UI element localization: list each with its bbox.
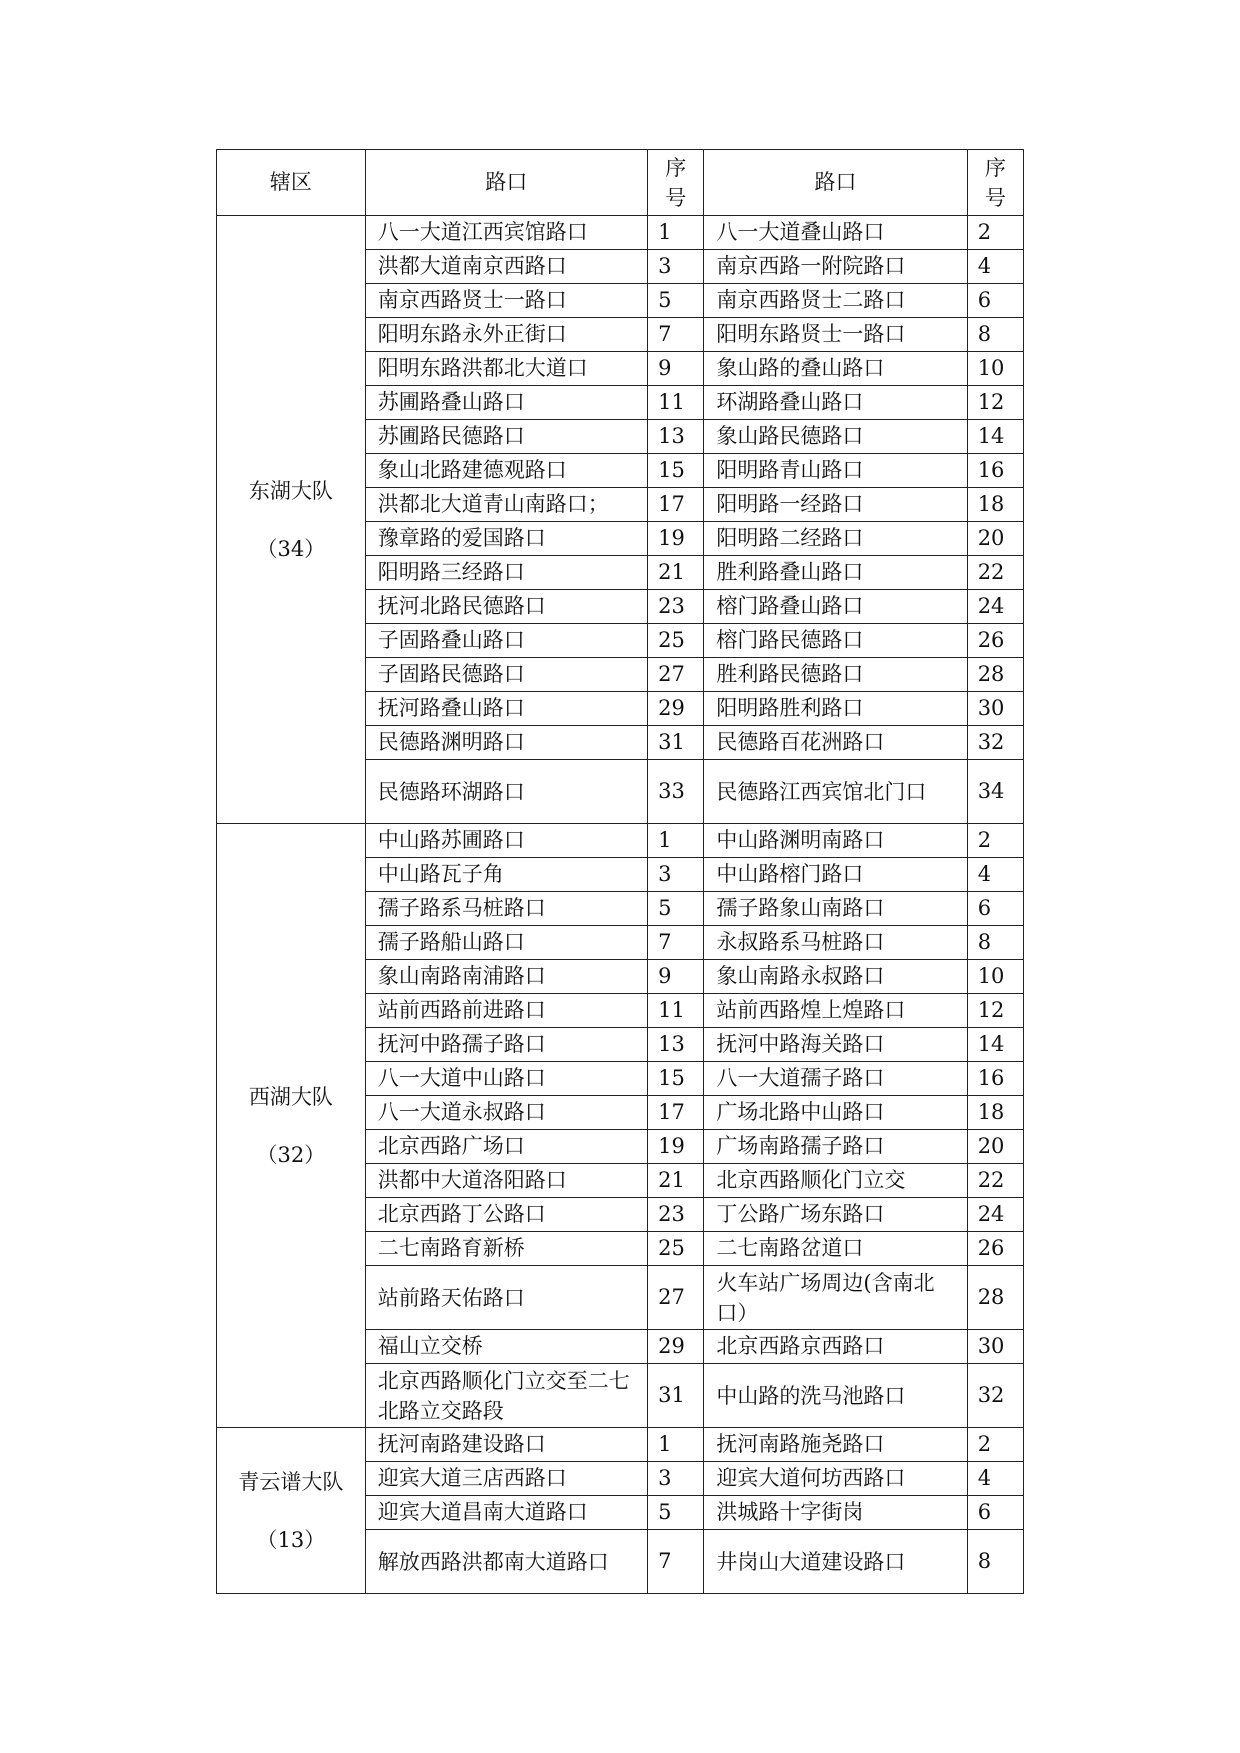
sequence-number-right: 20	[967, 522, 1023, 556]
sequence-number-left: 31	[648, 726, 704, 760]
sequence-number-left: 17	[648, 488, 704, 522]
intersection-name-left: 洪都大道南京西路口	[365, 250, 647, 284]
sequence-number-left: 3	[648, 250, 704, 284]
intersection-name-left: 站前西路前进路口	[365, 994, 647, 1028]
sequence-number-left: 7	[648, 318, 704, 352]
intersection-name-right: 象山路的叠山路口	[704, 352, 967, 386]
intersection-name-left: 孺子路船山路口	[365, 926, 647, 960]
district-count: （13）	[256, 1527, 326, 1552]
intersection-name-left: 南京西路贤士一路口	[365, 284, 647, 318]
sequence-number-right: 24	[967, 590, 1023, 624]
intersection-name-right: 象山路民德路口	[704, 420, 967, 454]
intersection-name-right: 洪城路十字街岗	[704, 1496, 967, 1530]
header-row	[217, 150, 1024, 216]
intersection-name-right: 胜利路民德路口	[704, 658, 967, 692]
intersection-name-left: 北京西路丁公路口	[365, 1198, 647, 1232]
sequence-number-left: 25	[648, 624, 704, 658]
header-seq-right: 序号	[967, 150, 1023, 216]
intersection-name-left: 苏圃路民德路口	[365, 420, 647, 454]
sequence-number-right: 6	[967, 284, 1023, 318]
intersection-name-right: 二七南路岔道口	[704, 1232, 967, 1266]
intersection-name-right: 抚河南路施尧路口	[704, 1428, 967, 1462]
sequence-number-left: 7	[648, 926, 704, 960]
sequence-number-left: 11	[648, 994, 704, 1028]
intersection-name-right: 丁公路广场东路口	[704, 1198, 967, 1232]
intersection-name-right: 广场北路中山路口	[704, 1096, 967, 1130]
sequence-number-left: 33	[648, 760, 704, 824]
intersection-name-left: 洪都中大道洛阳路口	[365, 1164, 647, 1198]
district-name: 东湖大队	[248, 478, 333, 503]
header-district: 辖区	[217, 150, 366, 216]
sequence-number-right: 16	[967, 1062, 1023, 1096]
sequence-number-left: 9	[648, 352, 704, 386]
intersection-name-left: 迎宾大道三店西路口	[365, 1462, 647, 1496]
intersection-name-right: 北京西路顺化门立交	[704, 1164, 967, 1198]
intersection-name-left: 子固路叠山路口	[365, 624, 647, 658]
intersection-name-right: 榕门路叠山路口	[704, 590, 967, 624]
sequence-number-right: 22	[967, 556, 1023, 590]
intersection-name-right: 站前西路煌上煌路口	[704, 994, 967, 1028]
intersection-name-left: 八一大道江西宾馆路口	[365, 216, 647, 250]
table-body	[217, 216, 1024, 1594]
intersection-name-left: 八一大道永叔路口	[365, 1096, 647, 1130]
sequence-number-left: 1	[648, 824, 704, 858]
intersection-name-left: 豫章路的爱国路口	[365, 522, 647, 556]
sequence-number-right: 30	[967, 692, 1023, 726]
sequence-number-left: 5	[648, 1496, 704, 1530]
sequence-number-left: 25	[648, 1232, 704, 1266]
intersection-name-right: 北京西路京西路口	[704, 1330, 967, 1364]
sequence-number-right: 28	[967, 658, 1023, 692]
intersection-name-right: 广场南路孺子路口	[704, 1130, 967, 1164]
sequence-number-right: 10	[967, 960, 1023, 994]
intersection-name-right: 火车站广场周边(含南北口）	[704, 1266, 967, 1330]
district-count: （32）	[256, 1142, 326, 1167]
intersection-name-left: 阳明路三经路口	[365, 556, 647, 590]
intersection-name-left: 迎宾大道昌南大道路口	[365, 1496, 647, 1530]
intersection-name-right: 阳明路一经路口	[704, 488, 967, 522]
district-count: （34）	[256, 536, 326, 561]
sequence-number-right: 14	[967, 420, 1023, 454]
intersection-name-left: 洪都北大道青山南路口；	[365, 488, 647, 522]
sequence-number-left: 21	[648, 1164, 704, 1198]
intersection-name-left: 苏圃路叠山路口	[365, 386, 647, 420]
sequence-number-right: 8	[967, 318, 1023, 352]
sequence-number-right: 12	[967, 994, 1023, 1028]
sequence-number-right: 6	[967, 892, 1023, 926]
intersection-name-left: 北京西路顺化门立交至二七北路立交路段	[365, 1364, 647, 1428]
sequence-number-left: 13	[648, 420, 704, 454]
header-road-left: 路口	[365, 150, 647, 216]
sequence-number-right: 14	[967, 1028, 1023, 1062]
sequence-number-right: 16	[967, 454, 1023, 488]
intersection-name-left: 抚河中路孺子路口	[365, 1028, 647, 1062]
sequence-number-right: 32	[967, 726, 1023, 760]
sequence-number-right: 8	[967, 1530, 1023, 1594]
sequence-number-left: 1	[648, 1428, 704, 1462]
sequence-number-left: 1	[648, 216, 704, 250]
sequence-number-right: 32	[967, 1364, 1023, 1428]
sequence-number-left: 27	[648, 658, 704, 692]
sequence-number-left: 13	[648, 1028, 704, 1062]
intersection-name-left: 象山南路南浦路口	[365, 960, 647, 994]
intersection-name-left: 二七南路育新桥	[365, 1232, 647, 1266]
sequence-number-right: 2	[967, 216, 1023, 250]
intersection-table	[216, 149, 1024, 1594]
intersection-name-left: 孺子路系马桩路口	[365, 892, 647, 926]
intersection-name-left: 民德路渊明路口	[365, 726, 647, 760]
intersection-name-right: 永叔路系马桩路口	[704, 926, 967, 960]
sequence-number-left: 29	[648, 692, 704, 726]
intersection-name-right: 象山南路永叔路口	[704, 960, 967, 994]
sequence-number-left: 3	[648, 1462, 704, 1496]
sequence-number-left: 11	[648, 386, 704, 420]
district-cell	[217, 824, 366, 1428]
sequence-number-right: 18	[967, 1096, 1023, 1130]
district-name: 西湖大队	[248, 1084, 333, 1109]
sequence-number-left: 9	[648, 960, 704, 994]
intersection-name-right: 阳明路二经路口	[704, 522, 967, 556]
sequence-number-left: 27	[648, 1266, 704, 1330]
sequence-number-right: 22	[967, 1164, 1023, 1198]
sequence-number-left: 17	[648, 1096, 704, 1130]
sequence-number-right: 12	[967, 386, 1023, 420]
sequence-number-right: 26	[967, 1232, 1023, 1266]
intersection-name-right: 中山路的洗马池路口	[704, 1364, 967, 1428]
sequence-number-right: 4	[967, 250, 1023, 284]
intersection-name-right: 阳明东路贤士一路口	[704, 318, 967, 352]
sequence-number-left: 5	[648, 892, 704, 926]
intersection-name-right: 南京西路一附院路口	[704, 250, 967, 284]
sequence-number-right: 34	[967, 760, 1023, 824]
sequence-number-right: 28	[967, 1266, 1023, 1330]
intersection-name-right: 孺子路象山南路口	[704, 892, 967, 926]
intersection-name-left: 子固路民德路口	[365, 658, 647, 692]
intersection-name-right: 南京西路贤士二路口	[704, 284, 967, 318]
intersection-name-right: 八一大道叠山路口	[704, 216, 967, 250]
intersection-name-right: 迎宾大道何坊西路口	[704, 1462, 967, 1496]
intersection-name-right: 阳明路青山路口	[704, 454, 967, 488]
intersection-name-right: 抚河中路海关路口	[704, 1028, 967, 1062]
intersection-name-left: 抚河南路建设路口	[365, 1428, 647, 1462]
intersection-name-left: 八一大道中山路口	[365, 1062, 647, 1096]
district-name: 青云谱大队	[238, 1469, 344, 1494]
intersection-name-right: 民德路百花洲路口	[704, 726, 967, 760]
sequence-number-right: 26	[967, 624, 1023, 658]
sequence-number-left: 19	[648, 1130, 704, 1164]
header-road-right: 路口	[704, 150, 967, 216]
intersection-name-right: 胜利路叠山路口	[704, 556, 967, 590]
intersection-name-left: 民德路环湖路口	[365, 760, 647, 824]
sequence-number-left: 23	[648, 590, 704, 624]
intersection-name-right: 榕门路民德路口	[704, 624, 967, 658]
intersection-name-right: 井岗山大道建设路口	[704, 1530, 967, 1594]
sequence-number-left: 15	[648, 454, 704, 488]
intersection-name-right: 民德路江西宾馆北门口	[704, 760, 967, 824]
sequence-number-right: 4	[967, 858, 1023, 892]
district-cell	[217, 1428, 366, 1594]
intersection-name-right: 八一大道孺子路口	[704, 1062, 967, 1096]
intersection-name-right: 中山路榕门路口	[704, 858, 967, 892]
sequence-number-right: 4	[967, 1462, 1023, 1496]
header-seq-left: 序号	[648, 150, 704, 216]
sequence-number-left: 29	[648, 1330, 704, 1364]
intersection-name-left: 北京西路广场口	[365, 1130, 647, 1164]
table-row	[217, 1428, 1024, 1462]
sequence-number-right: 24	[967, 1198, 1023, 1232]
sequence-number-left: 15	[648, 1062, 704, 1096]
intersection-name-left: 阳明东路永外正街口	[365, 318, 647, 352]
sequence-number-right: 18	[967, 488, 1023, 522]
sequence-number-right: 6	[967, 1496, 1023, 1530]
intersection-name-left: 解放西路洪都南大道路口	[365, 1530, 647, 1594]
sequence-number-left: 21	[648, 556, 704, 590]
district-cell	[217, 216, 366, 824]
sequence-number-right: 2	[967, 824, 1023, 858]
intersection-name-left: 抚河北路民德路口	[365, 590, 647, 624]
intersection-name-left: 阳明东路洪都北大道口	[365, 352, 647, 386]
table-row	[217, 824, 1024, 858]
intersection-name-left: 中山路瓦子角	[365, 858, 647, 892]
sequence-number-right: 20	[967, 1130, 1023, 1164]
sequence-number-left: 5	[648, 284, 704, 318]
intersection-name-right: 环湖路叠山路口	[704, 386, 967, 420]
sequence-number-left: 19	[648, 522, 704, 556]
sequence-number-left: 31	[648, 1364, 704, 1428]
sequence-number-left: 3	[648, 858, 704, 892]
intersection-name-left: 站前路天佑路口	[365, 1266, 647, 1330]
intersection-name-right: 中山路渊明南路口	[704, 824, 967, 858]
intersection-name-right: 阳明路胜利路口	[704, 692, 967, 726]
sequence-number-right: 30	[967, 1330, 1023, 1364]
sequence-number-right: 8	[967, 926, 1023, 960]
intersection-name-left: 中山路苏圃路口	[365, 824, 647, 858]
intersection-name-left: 福山立交桥	[365, 1330, 647, 1364]
sequence-number-left: 7	[648, 1530, 704, 1594]
sequence-number-right: 10	[967, 352, 1023, 386]
table-row	[217, 216, 1024, 250]
intersection-name-left: 抚河路叠山路口	[365, 692, 647, 726]
sequence-number-left: 23	[648, 1198, 704, 1232]
intersection-name-left: 象山北路建德观路口	[365, 454, 647, 488]
sequence-number-right: 2	[967, 1428, 1023, 1462]
